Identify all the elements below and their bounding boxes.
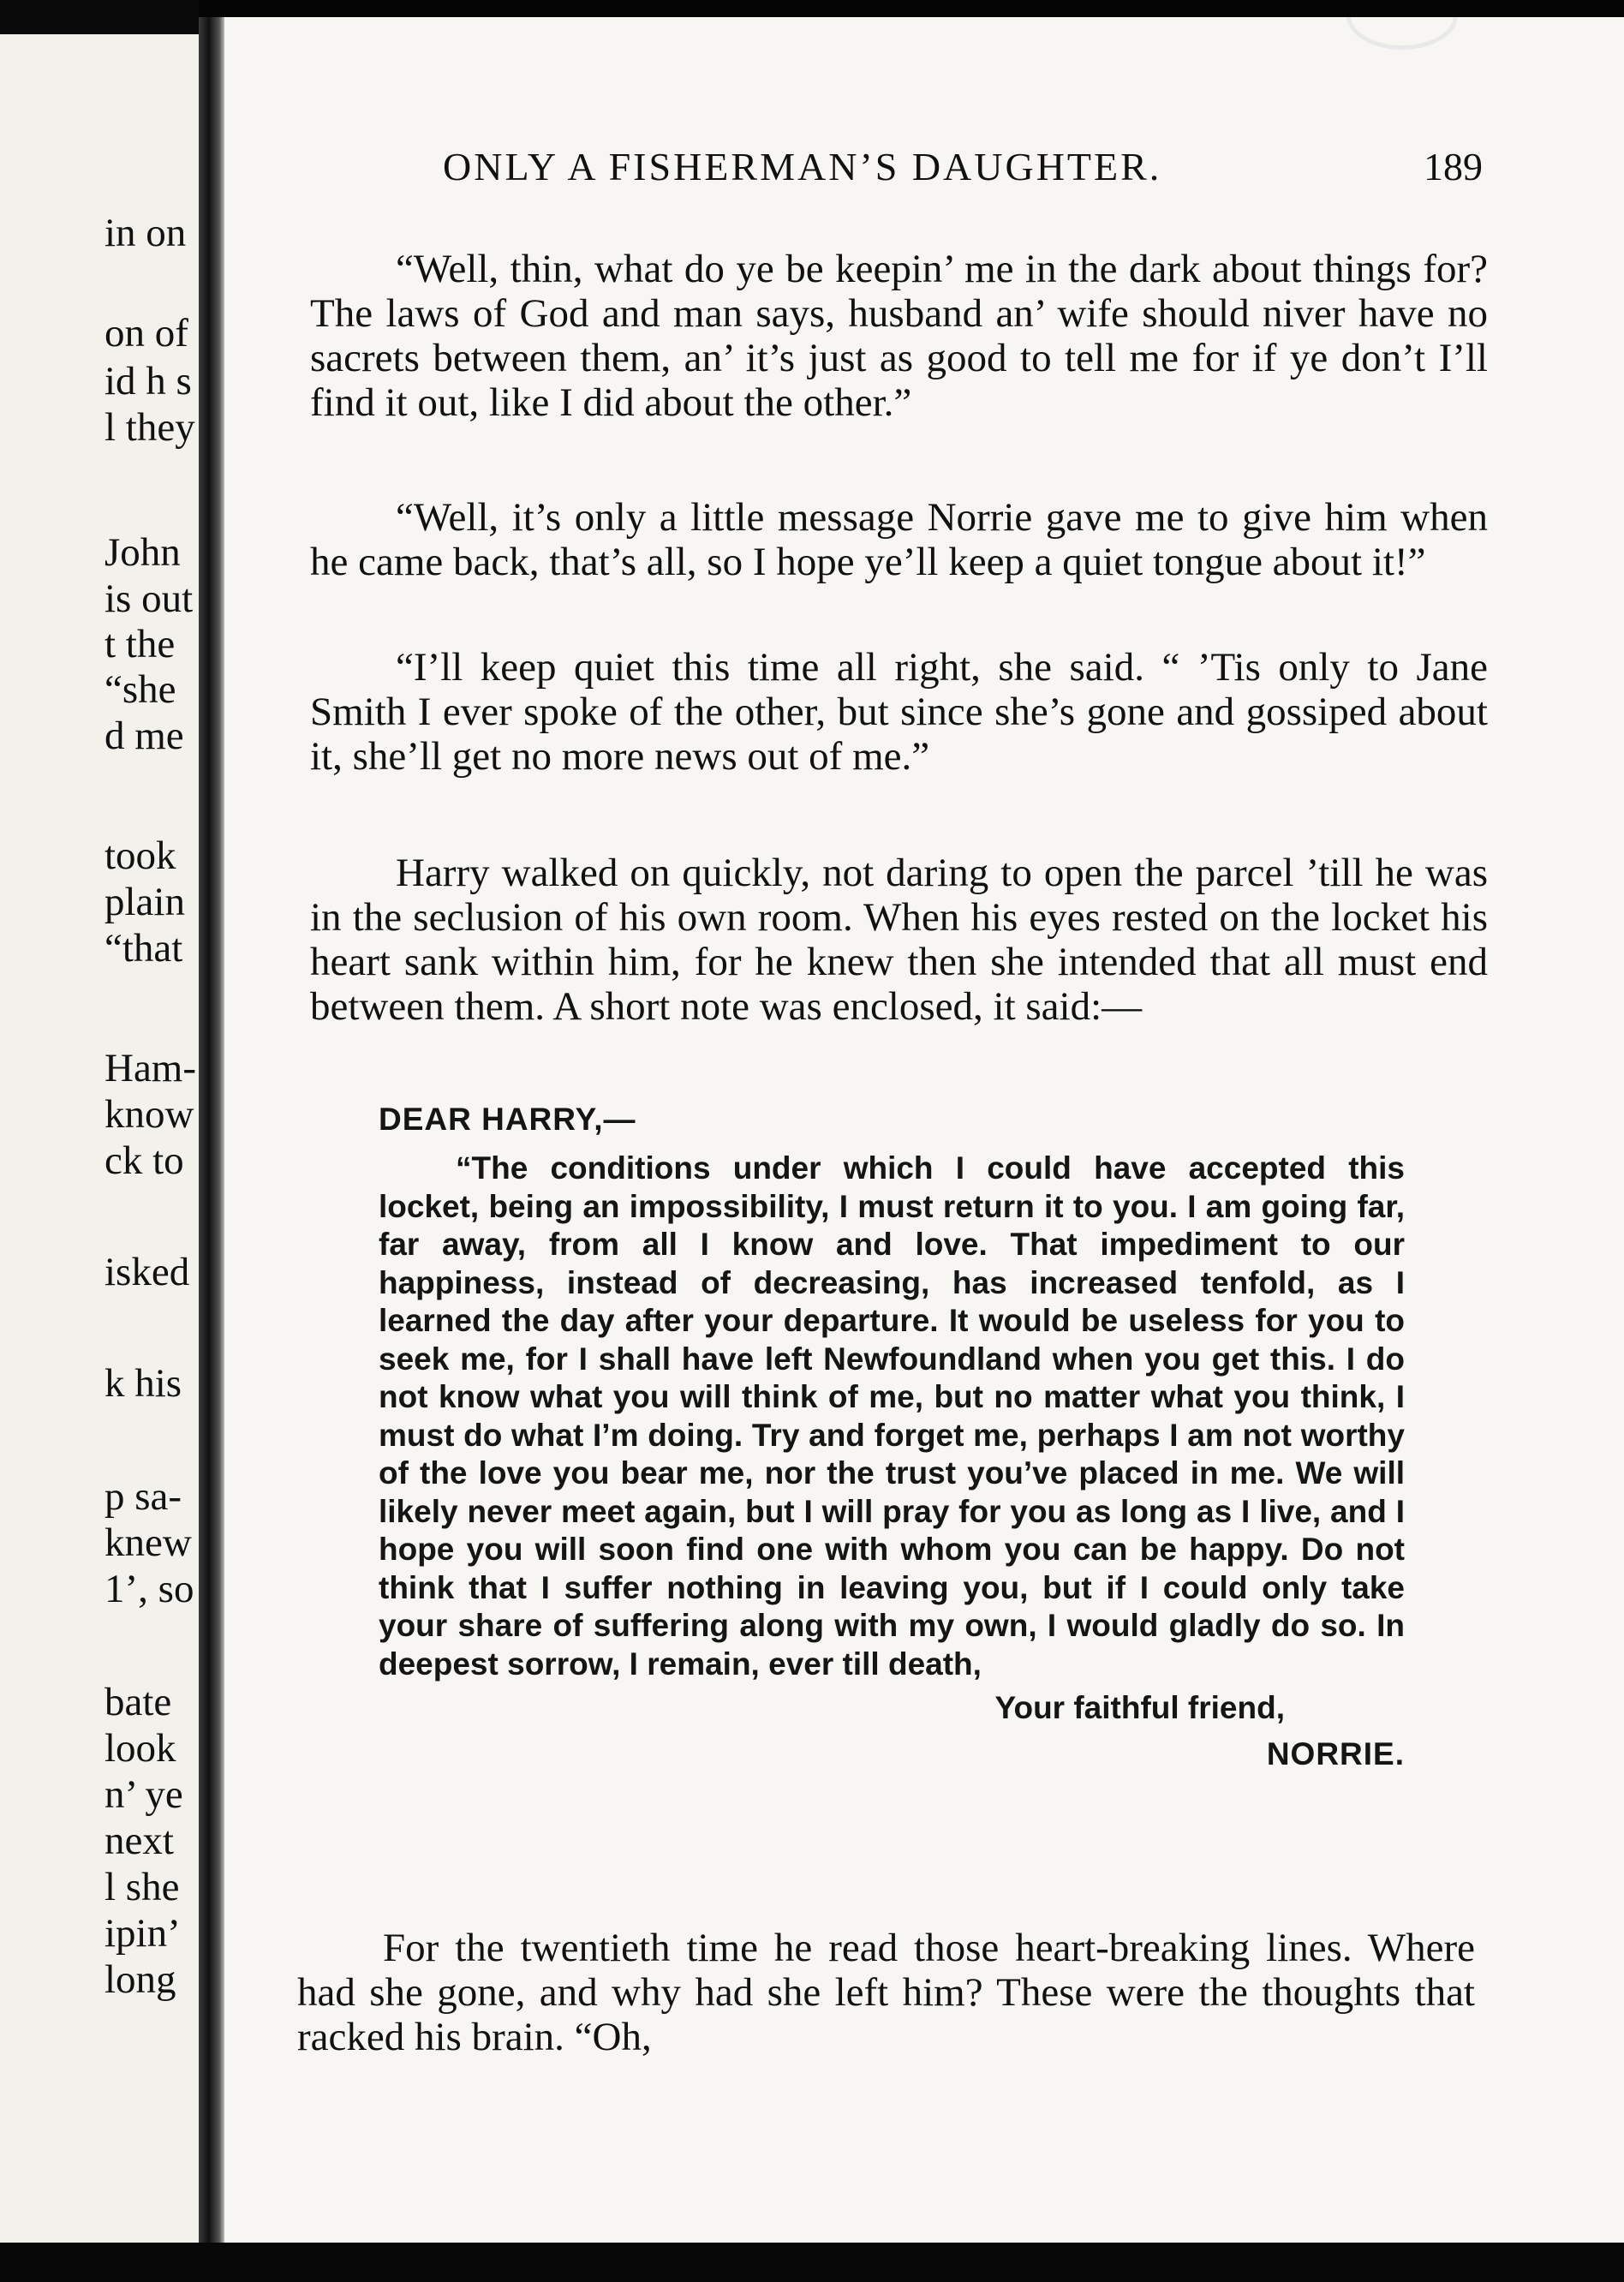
- left-page-line: know: [104, 1092, 194, 1137]
- left-page-line: k his: [104, 1361, 182, 1406]
- left-page-line: plain: [104, 880, 185, 924]
- paragraph: [310, 851, 1488, 1029]
- paragraph-text: For the twentieth time he read those heart-breaking lines. Where had she gone, and why had she left him? These were the thoughts that racked his brain. “Oh,: [297, 1926, 1475, 2059]
- left-page-line: Ham-: [104, 1046, 197, 1090]
- left-page-line: l she: [104, 1865, 180, 1909]
- left-page-line: l they: [104, 405, 195, 450]
- left-page-line: “she: [104, 667, 176, 712]
- letter-salutation: DEAR HARRY,—: [379, 1102, 636, 1137]
- left-page-line: on of: [104, 311, 188, 355]
- page-189: [224, 15, 1624, 2243]
- left-page-line: took: [104, 833, 176, 878]
- scan-edge-bottom: [0, 2243, 1624, 2282]
- letter-body: [379, 1150, 1405, 1683]
- left-page-line: d me: [104, 714, 184, 758]
- left-page-line: next: [104, 1819, 174, 1863]
- left-page-line: is out: [104, 576, 194, 621]
- book-gutter: [199, 0, 224, 2282]
- left-page-line: t the: [104, 622, 176, 666]
- scan-edge-top: [199, 0, 1624, 17]
- left-page-line: 1’, so: [104, 1567, 194, 1611]
- left-page-line: p sa-: [104, 1474, 182, 1519]
- paragraph-text: Harry walked on quickly, not daring to open the parcel ’till he was in the seclusion of his own room. When his eyes rested on the locket his heart sank within him, for he knew then she intended that all must end between them. A short note was enclosed, it said:—: [310, 851, 1488, 1029]
- left-page-line: in on: [104, 211, 187, 255]
- binder-ring-mark: [1346, 15, 1458, 50]
- letter-signature: NORRIE.: [1266, 1736, 1405, 1771]
- left-page-line: ck to: [104, 1138, 184, 1183]
- letter-closing: Your faithful friend,: [994, 1690, 1285, 1725]
- facing-page-fragment: [0, 34, 199, 2261]
- left-page-line: John: [104, 530, 181, 575]
- running-header-title: ONLY A FISHERMAN’S DAUGHTER.: [443, 145, 1162, 188]
- left-page-line: long: [104, 1957, 176, 2002]
- left-page-line: look: [104, 1726, 176, 1771]
- paragraph: [310, 645, 1488, 779]
- paragraph: [310, 247, 1488, 425]
- paragraph-text: “I’ll keep quiet this time all right, she said. “ ’Tis only to Jane Smith I ever spoke of the other, but since she’s gone and gossiped about it, she’ll get no more news out of me.”: [310, 645, 1488, 779]
- paragraph-text: “Well, thin, what do ye be keepin’ me in the dark about things for? The laws of God and man says, husband an’ wife should niver have no sacrets between them, an’ it’s just as good to tell me for if ye don’t I’ll find it out, like I did about the other.”: [310, 247, 1488, 425]
- left-page-line: knew: [104, 1520, 192, 1565]
- letter-body-text: “The conditions under which I could have accepted this locket, being an impossibility, I must return it to you. I am going far, far away, from all I know and love. That impediment to our happiness, instead of decreasing, has increased tenfold, as I learned the day after your departure. It would be useless for you to seek me, for I shall have left Newfoundland when you get this. I do not know what you will think of me, but no matter what you think, I must do what I’m doing. Try and forget me, perhaps I am not worthy of the love you bear me, nor the trust you’ve placed in me. We will likely never meet again, but I will pray for you as long as I live, and I hope you will soon find one with whom you can be happy. Do not think that I suffer nothing in leaving you, but if I could only take your share of suffering along with my own, I would gladly do so. In deepest sorrow, I remain, ever till death,: [379, 1150, 1405, 1682]
- paragraph: [310, 495, 1488, 584]
- left-page-line: bate: [104, 1680, 172, 1724]
- left-page-line: “that: [104, 926, 183, 971]
- page-number: 189: [1424, 145, 1483, 188]
- left-page-line: isked: [104, 1250, 190, 1294]
- left-page-line: n’ ye: [104, 1772, 183, 1817]
- enclosed-letter: [379, 1102, 1405, 1772]
- paragraph-text: “Well, it’s only a little message Norrie gave me to give him when he came back, that’s all, so I hope ye’ll keep a quiet tongue about it!”: [310, 495, 1488, 584]
- left-page-line: id h s: [104, 359, 192, 403]
- paragraph: [297, 1926, 1475, 2059]
- left-page-line: ipin’: [104, 1911, 181, 1956]
